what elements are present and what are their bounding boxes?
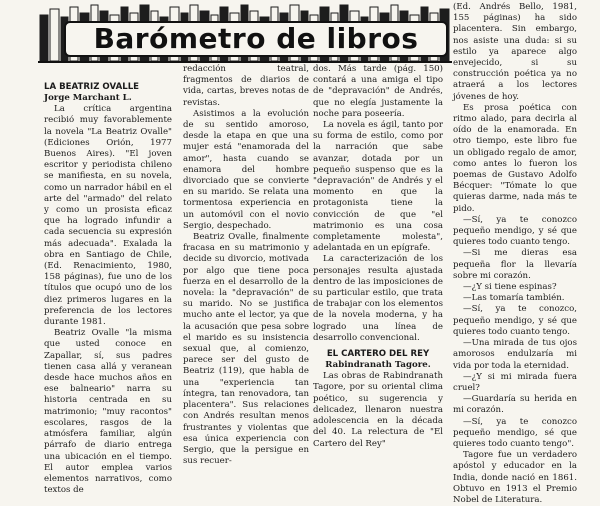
paragraph: dos. Más tarde (pág. 150) contará a una amiga el tipo de "depravación" de Andrés, que no elegía justamente la noche para poseería. (313, 64, 443, 119)
dialog-line: —Guardaría su herida en mi corazón. (453, 394, 577, 416)
text-column-3 (313, 64, 443, 450)
dialog-line: —Sí, ya te conozco pequeño mendigo, y sé que quieres todo cuanto tengo. (453, 214, 577, 248)
dialog-line: —Sí, ya te conozco pequeño mendigo, sé que quieres todo cuanto tengo". (453, 416, 577, 449)
text-column-1 (44, 82, 172, 496)
paragraph: Beatriz Ovalle "la misma que usted conoce en Zapallar, sí, sus padres tienen casa allá y veranean desde hace muchos años en ese balneario" narra su historia centrada en su matrimonio; "muy racontos" escolares, rasgos de la atmósfera familiar, algún párrafo de diario entrega una ubicación en el tiempo. El autor emplea varios elementos narrativos, como textos de (44, 328, 172, 496)
review-heading: EL CARTERO DEL REY (326, 349, 430, 360)
text-column-4 (453, 2, 577, 506)
dialog-line: —¿Y si mi mirada fuera cruel? (453, 371, 577, 393)
paragraph: La novela es ágil, tanto por su forma de estilo, como por la narración que sabe avanzar, dotada por un pequeño suspenso que es la "depravación" de Andrés y el momento en que la protagonista tiene la convicción de que "el matrimonio es una cosa completamente molesta", adelantada en un epígrafe. (313, 120, 443, 254)
dialog-line: —¿Y si tiene espinas? (463, 282, 557, 293)
paragraph: Asistimos a la evolución de su sentido amoroso, desde la etapa en que una mujer está "enamorada del amor", hasta cuando se enamora del hombre divorciado que se convierte en su marido. Se relata una tormentosa experiencia en un automóvil con el novio Sergio, despechado. (183, 108, 309, 231)
review-author: Rabindranath Tagore. (325, 360, 431, 371)
paragraph: Las obras de Rabindranath Tagore, por su oriental clima poético, su sugerencia y delicadez, llenaron nuestra adolescencia en la década del 40. La relectura de "El Cartero del Rey" (313, 371, 443, 449)
column-banner (38, 3, 452, 67)
paragraph: (Ed. Andrés Bello, 1981, 155 páginas) ha sido placentera. Sin embargo, nos asiste una duda: si su estilo ya aparece algo envejecido, si su construcción poética ya no atraerá a los lectores jóvenes de hoy. (453, 2, 577, 102)
paragraph: Beatriz Ovalle, finalmente fracasa en su matrimonio y decide su divorcio, motivada por algo que tiene poca fuerza en el desarrollo de la novela: la "depravación" de su marido. No se justifica mucho ante el lector, ya que la acusación que pesa sobre el marido es su insistencia sexual que, al comienzo, parece ser del gusto de Beatriz (119), que habla de una "experiencia tan íntegra, tan renovadora, tan placentera". Sus relaciones con Andrés resultan menos frustrantes y violentas que esa única experiencia con Sergio, que la persigue en sus recuer- (183, 232, 309, 467)
paragraph: La crítica argentina recibió muy favorablemente la novela "La Beatriz Ovalle" (Ediciones Orión, 1977 Buenos Aires). "El joven escritor y periodista chileno se manifiesta, en su novela, como un narrador hábil en el arte del "armado" del relato y como un prosista eficaz que ha logrado infundir a cada secuencia su expresión más adecuada". Exalada la obra en Santiago de Chile, (Ed. Renacimiento, 1980, 158 páginas), fue uno de los títulos que ocupó uno de los diez primeros lugares en la preferencia de los lectores durante 1981. (44, 104, 172, 328)
paragraph: La caracterización de los personajes resulta ajustada dentro de las imposiciones de su particular estilo, que trata de trabajar con los elementos de la novela moderna, y ha logrado una línea de desarrollo convencional. (313, 254, 443, 343)
dialog-line: —Una mirada de tus ojos amorosos endulzaría mi vida por toda la eternidad. (453, 338, 577, 371)
dialog-line: —Si me dieras esa pequeña flor la llevaría sobre mi corazón. (453, 248, 577, 281)
column-title: Barómetro de libros (64, 21, 448, 57)
review-author: Jorge Marchant L. (44, 93, 132, 103)
paragraph: redacción teatral, fragmentos de diarios de vida, cartas, breves notas de revistas. (183, 64, 309, 108)
dialog-line: —Sí, ya te conozco, pequeño mendigo, y sé que quieres todo cuanto tengo. (453, 304, 577, 337)
paragraph: Tagore fue un verdadero apóstol y educador en la India, donde nació en 1861. Obtuvo en 1913 el Premio Nobel de Literatura. (453, 450, 577, 505)
paragraph: Es prosa poética con ritmo alado, para decirla al oído de la enamorada. En otro tiempo, este libro fue un obligado regalo de amor, como antes lo fueron los poemas de Gustavo Adolfo Bécquer: "Tómate lo que quieras darme, nada más te pido. (453, 102, 577, 214)
dialog-line: —Las tomaría también. (463, 293, 565, 304)
review-heading: LA BEATRIZ OVALLE (44, 82, 140, 92)
text-column-2 (183, 64, 309, 467)
